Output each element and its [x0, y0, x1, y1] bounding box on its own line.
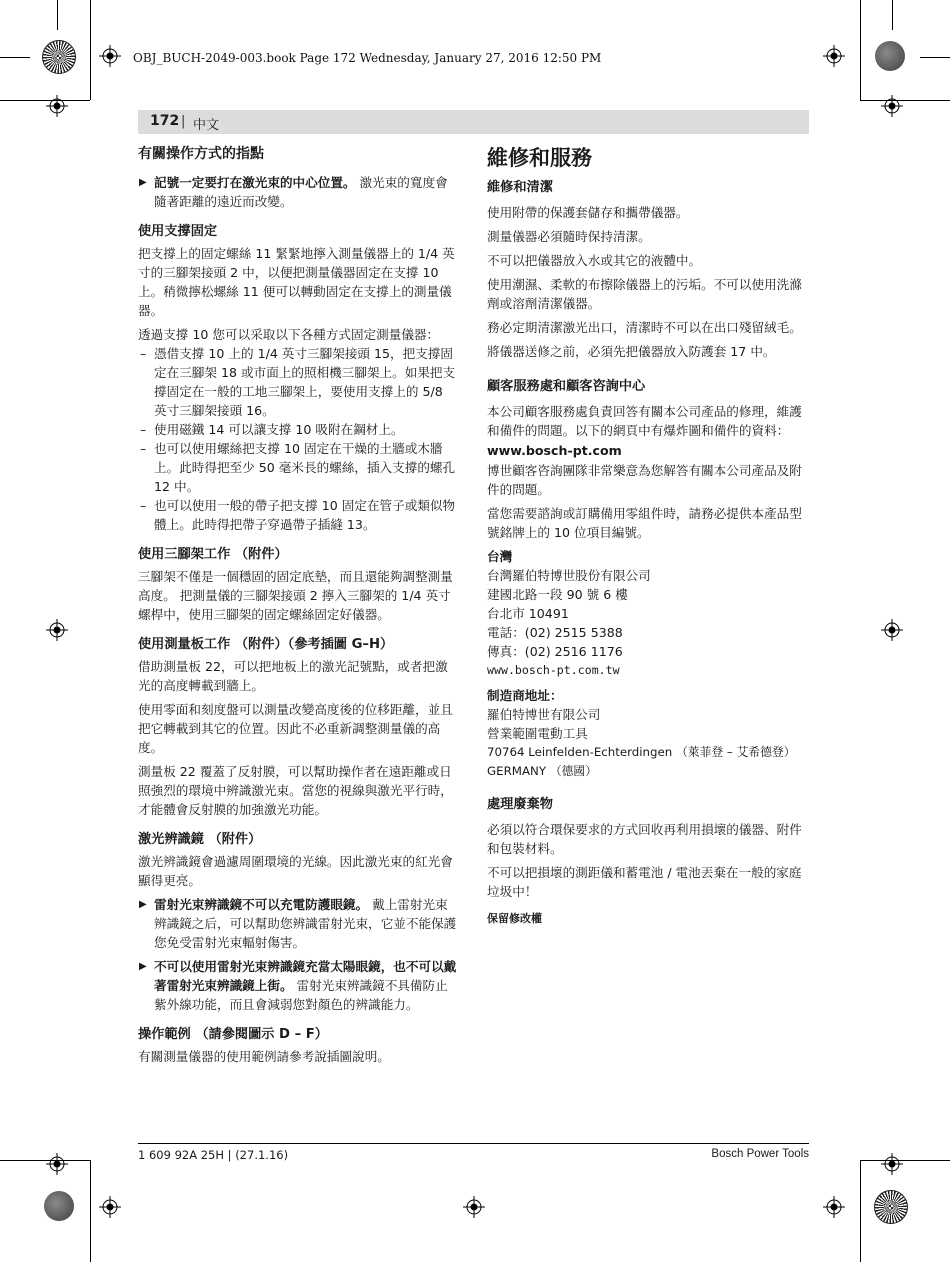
bullet-item: ▶ 不可以使用雷射光束辨識鏡充當太陽眼鏡，也不可以戴著雷射光束辨識鏡上街。 雷射光束辨識鏡不具備防止紫外線功能，而且會減弱您對顏色的辨識能力。 [139, 959, 457, 1012]
paragraph: 使用附帶的保護套儲存和攜帶儀器。 [487, 205, 689, 220]
section-title-measuring-plate: 使用測量板工作 （附件）（參考插圖 G–H） [138, 637, 394, 652]
paragraph: 把支撐上的固定螺絲 11 緊緊地擰入測量儀器上的 1/4 英寸的三腳架接頭 2 中，以便把測量儀器固定在支撐 10 上。稍微擰松螺絲 11 便可以轉動固定在支撐上的測量儀器。 [138, 246, 455, 318]
bullet-item: ▶ 雷射光束辨識鏡不可以充電防護眼鏡。 戴上雷射光束辨識鏡之后，可以幫助您辨識雷射光束，它並不能保護您免受雷射光束輻射傷害。 [139, 897, 457, 950]
section-title-tripod: 使用三腳架工作 （附件） [138, 547, 288, 562]
section-title-customer-service: 顧客服務處和顧客咨詢中心 [487, 379, 646, 394]
paragraph: 務必定期清潔激光出口，清潔時不可以在出口殘留絨毛。 [487, 320, 802, 335]
footer-document-code: 1 609 92A 25H | (27.1.16) [138, 1148, 289, 1162]
paragraph: 將儀器送修之前，必須先把儀器放入防護套 17 中。 [487, 344, 776, 359]
footer-brand: Bosch Power Tools [711, 1148, 809, 1160]
paragraph: 必須以符合環保要求的方式回收再利用損壞的儀器、附件和包裝材料。 [487, 822, 802, 856]
bullet-arrow-icon: ▶ [139, 961, 147, 972]
list-item: – 也可以使用一般的帶子把支撐 10 固定在管子或類似物體上。此時得把帶子穿過帶子插縫 13。 [140, 498, 456, 532]
paragraph: 本公司顧客服務處負責回答有關本公司產品的修理，維護和備件的問題。以下的網頁中有爆炸圖和備件的資料： [487, 404, 802, 438]
manufacturer-address: 羅伯特博世有限公司 營業範圍電動工具 70764 Leinfelden-Echterdingen （萊菲登 – 艾希德登） GERMANY （德國） [487, 707, 796, 778]
paragraph: 測量儀器必須隨時保持清潔。 [487, 229, 651, 244]
right-column [487, 144, 809, 933]
crosshair-icon [99, 45, 121, 67]
crosshair-icon [99, 1196, 121, 1218]
paragraph: 借助測量板 22，可以把地板上的激光記號點，或者把激光的高度轉載到牆上。 [138, 659, 448, 693]
section-title-disposal: 處理廢棄物 [487, 797, 553, 812]
bullet-arrow-icon: ▶ [139, 899, 147, 910]
crosshair-icon [46, 95, 68, 117]
crosshair-icon [463, 1196, 485, 1218]
paragraph: 透過支撐 10 您可以采取以下各種方式固定測量儀器： [138, 327, 440, 342]
bullet-arrow-icon: ▶ [139, 177, 147, 188]
paragraph: 博世顧客咨詢團隊非常樂意為您解答有關本公司產品及附件的問題。 [487, 463, 802, 497]
website-link[interactable]: www.bosch-pt.com [487, 443, 622, 458]
left-column [138, 144, 458, 1071]
print-slug: OBJ_BUCH-2049-003.book Page 172 Wednesday, January 27, 2016 12:50 PM [133, 51, 602, 65]
paragraph: 不可以把損壞的測距儀和蓄電池 / 電池丟棄在一般的家庭垃圾中！ [487, 865, 802, 899]
registration-sunburst-icon [874, 1190, 908, 1224]
paragraph: 三腳架不僅是一個穩固的固定底墊，而且還能夠調整測量高度。 把測量儀的三腳架接頭 2 擰入三腳架的 1/4 英寸螺桿中，使用三腳架的固定螺絲固定好儀器。 [138, 569, 453, 622]
footer-rule [138, 1143, 809, 1144]
registration-sunburst-icon [42, 40, 76, 74]
chapter-title-service: 維修和服務 [487, 146, 592, 170]
header-separator: | [181, 114, 186, 129]
list-item: – 使用磁鐵 14 可以讓支撐 10 吸附在鋼材上。 [140, 422, 404, 437]
language-label: 中文 [193, 118, 220, 133]
crosshair-icon [881, 619, 903, 641]
crosshair-icon [881, 1153, 903, 1175]
paragraph: 當您需要諮詢或訂購備用零組件時，請務必提供本產品型號銘牌上的 10 位項目編號。 [487, 506, 802, 540]
taiwan-address: 台灣羅伯特博世股份有限公司 建國北路一段 90 號 6 樓 台北市 10491 電話：(02) 2515 5388 傳真：(02) 2516 1176 www.bosch-pt.com.tw [487, 566, 809, 680]
taiwan-website-link[interactable]: www.bosch-pt.com.tw [487, 663, 620, 677]
crosshair-icon [46, 1153, 68, 1175]
crosshair-icon [823, 1196, 845, 1218]
bullet-item: ▶ 記號一定要打在激光束的中心位置。 激光束的寬度會隨著距離的遠近而改變。 [139, 175, 448, 209]
crosshair-icon [823, 45, 845, 67]
section-title-support: 使用支撐固定 [138, 224, 218, 239]
gray-circle-icon [875, 41, 905, 71]
page-header-bar [138, 110, 809, 134]
gray-circle-icon [44, 1191, 74, 1221]
crosshair-icon [46, 619, 68, 641]
subject-to-change-note: 保留修改權 [487, 912, 542, 925]
paragraph: 不可以把儀器放入水或其它的液體中。 [487, 253, 702, 268]
section-title-maintenance: 維修和清潔 [487, 180, 553, 195]
taiwan-heading: 台灣 [487, 549, 513, 564]
paragraph: 測量板 22 覆蓋了反射膜，可以幫助操作者在遠距離或日照強烈的環境中辨識激光束。當您的視線與激光平行時，才能體會反射膜的加強激光功能。 [138, 764, 453, 817]
list-item: – 也可以使用螺絲把支撐 10 固定在干燥的土牆或木牆上。此時得把至少 50 毫米長的螺絲，插入支撐的螺孔 12 中。 [140, 441, 456, 494]
manufacturer-heading: 制造商地址： [487, 688, 563, 703]
paragraph: 有關測量儀器的使用範例請參考說插圖說明。 [138, 1049, 390, 1064]
page-number: 172 [150, 113, 180, 129]
section-title-examples: 操作範例 （請參閱圖示 D – F） [138, 1027, 328, 1042]
crosshair-icon [881, 95, 903, 117]
section-title-laser-glasses: 激光辨識鏡 （附件） [138, 832, 262, 847]
paragraph: 激光辨識鏡會過濾周圍環境的光線。因此激光束的紅光會顯得更亮。 [138, 854, 453, 888]
list-item: – 憑借支撐 10 上的 1/4 英寸三腳架接頭 15，把支撐固定在三腳架 18 或市面上的照相機三腳架上。如果把支撐固定在一般的工地三腳架上，要使用支撐上的 5/8 英寸三腳架接頭 16。 [140, 346, 456, 418]
section-title-operating-tips: 有關操作方式的指點 [138, 146, 264, 162]
paragraph: 使用潮濕、柔軟的布擦除儀器上的污垢。不可以使用洗滌劑或溶劑清潔儀器。 [487, 277, 802, 311]
paragraph: 使用零面和刻度盤可以測量改變高度後的位移距離，並且把它轉載到其它的位置。因此不必重新調整測量儀的高度。 [138, 702, 453, 755]
